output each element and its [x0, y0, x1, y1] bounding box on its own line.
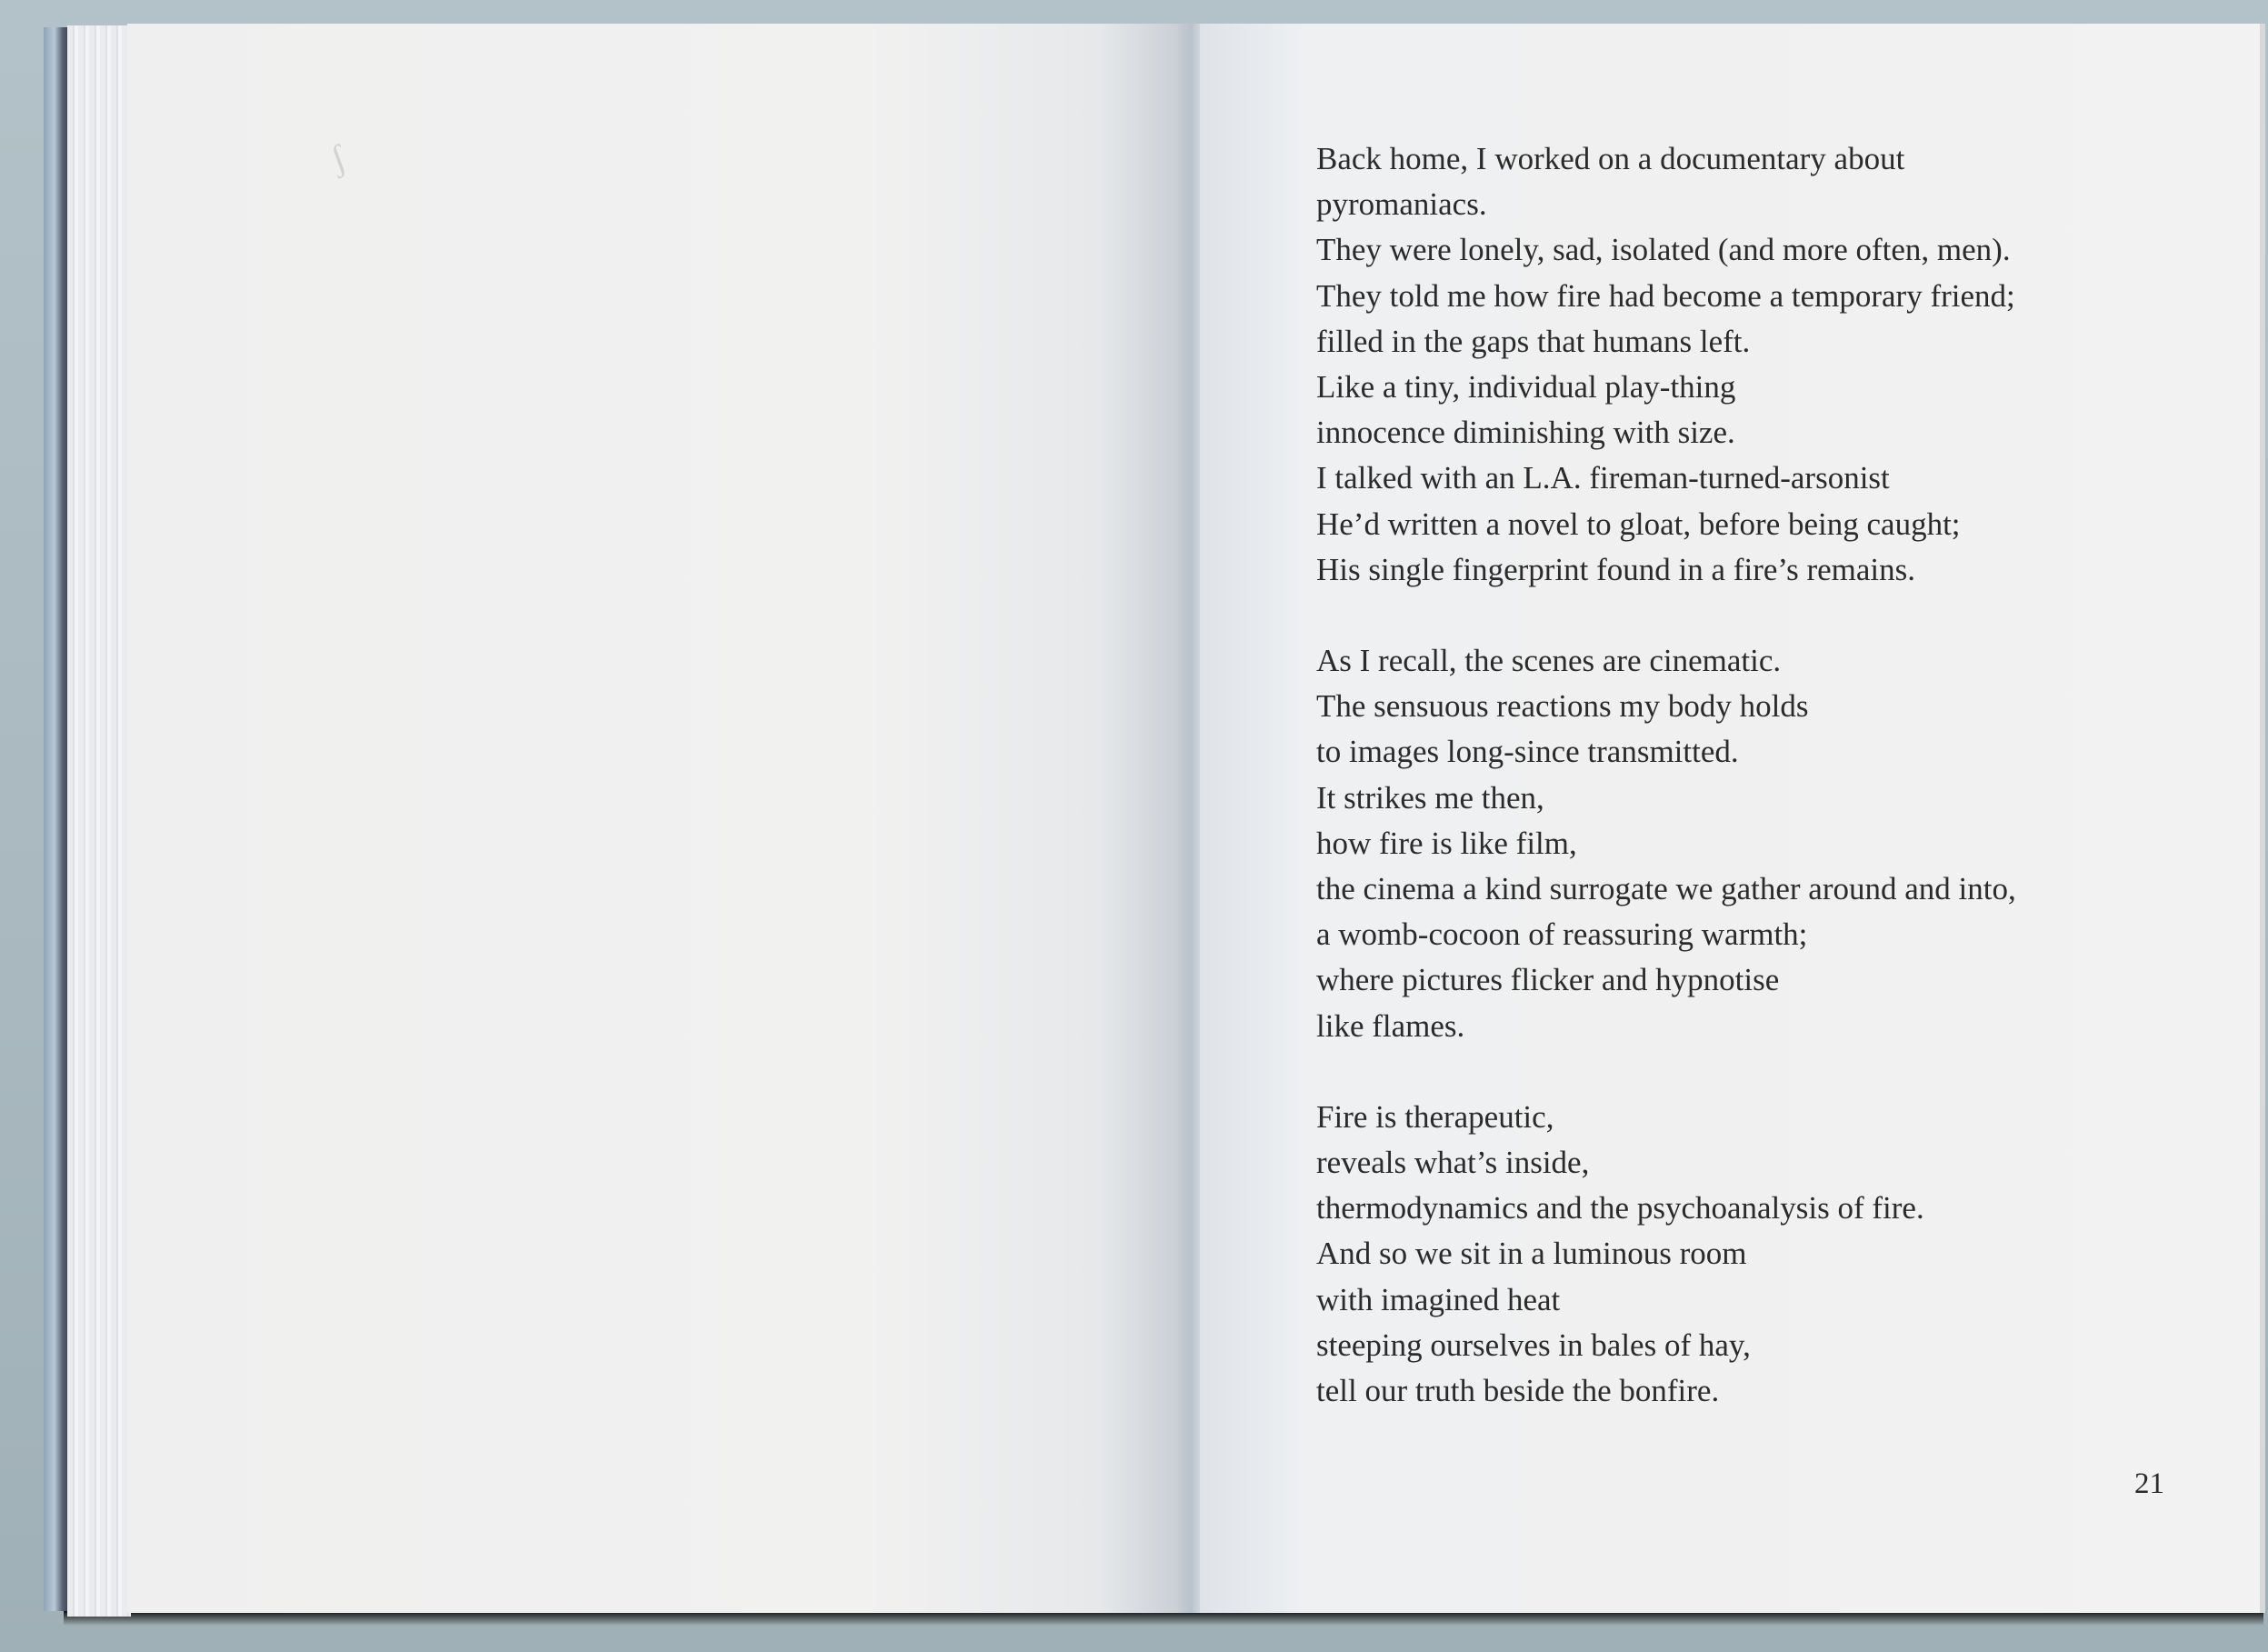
poem-line: As I recall, the scenes are cinematic.	[1316, 643, 1782, 679]
poem-line: Fire is therapeutic,	[1316, 1098, 1554, 1135]
poem-line: innocence diminishing with size.	[1316, 415, 1735, 451]
poem-line: Back home, I worked on a documentary about	[1316, 141, 1905, 176]
poem-line: pyromaniacs.	[1316, 186, 1487, 223]
poem-line: They were lonely, sad, isolated (and more often, men).	[1316, 232, 2011, 268]
poem-text	[1316, 136, 2189, 1459]
poem-line: filled in the gaps that humans left.	[1316, 323, 1751, 359]
stanza-3	[1316, 1095, 2189, 1414]
poem-line: Like a tiny, individual play-thing	[1316, 369, 1736, 405]
poem-line: how fire is like film,	[1316, 825, 1577, 861]
page-stack-edges	[67, 25, 131, 1617]
poem-line: The sensuous reactions my body holds	[1316, 688, 1809, 725]
left-page-blank	[127, 24, 1184, 1613]
poem-line: where pictures flicker and hypnotise	[1316, 962, 1780, 998]
stanza-1	[1316, 136, 2189, 593]
poem-line: the cinema a kind surrogate we gather around and into,	[1316, 871, 2016, 907]
poem-line: thermodynamics and the psychoanalysis of fire.	[1316, 1190, 1924, 1226]
poem-line: He’d written a novel to gloat, before being caught;	[1316, 506, 1961, 542]
poem-line: His single fingerprint found in a fire’s remains.	[1316, 551, 1916, 587]
poem-line: It strikes me then,	[1316, 779, 1544, 816]
poem-line: And so we sit in a luminous room	[1316, 1236, 1747, 1272]
poem-line: steeping ourselves in bales of hay,	[1316, 1327, 1751, 1363]
poem-line: They told me how fire had become a temporary friend;	[1316, 277, 2015, 314]
poem-line: I talked with an L.A. fireman-turned-arsonist	[1316, 460, 1890, 496]
poem-line: a womb-cocoon of reassuring warmth;	[1316, 916, 1808, 953]
page-number: 21	[2134, 1467, 2164, 1500]
poem-line: with imagined heat	[1316, 1281, 1561, 1317]
poem-line: tell our truth beside the bonfire.	[1316, 1373, 1720, 1409]
stanza-2	[1316, 638, 2189, 1049]
poem-line: reveals what’s inside,	[1316, 1145, 1590, 1181]
poem-line: to images long-since transmitted.	[1316, 734, 1739, 770]
poem-line: like flames.	[1316, 1007, 1465, 1044]
right-page-edge	[2260, 24, 2265, 1613]
pencil-mark-icon: ʃ	[325, 136, 351, 179]
